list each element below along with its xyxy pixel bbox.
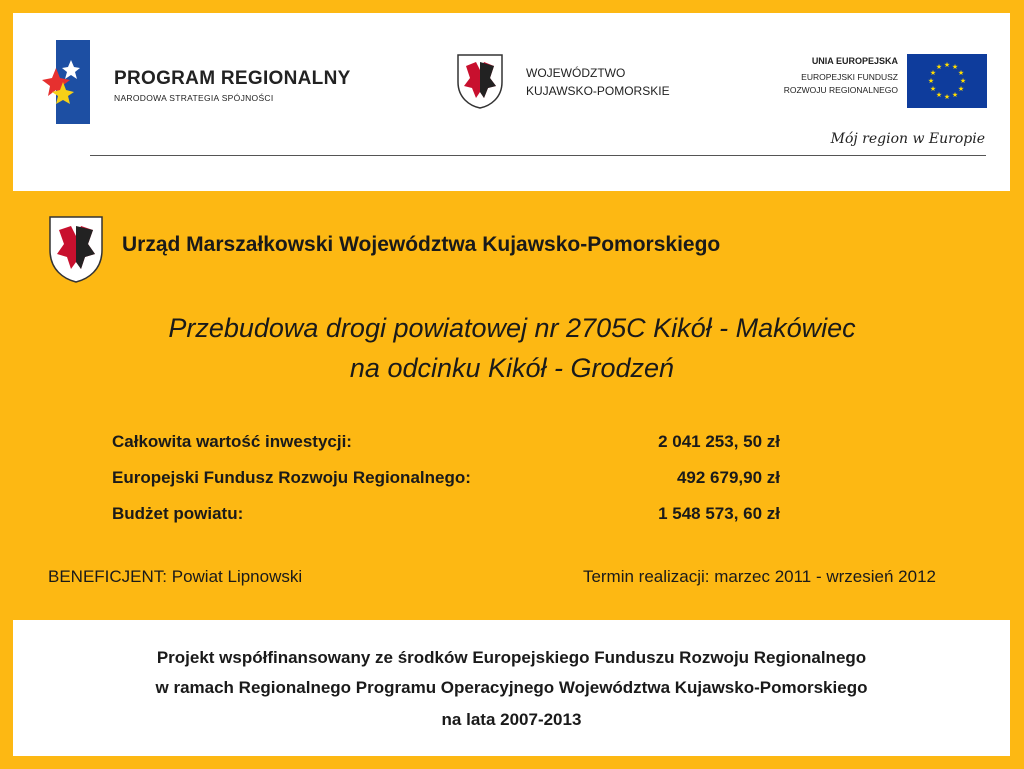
footer-line2: w ramach Regionalnego Programu Operacyjnego Województwa Kujawsko-Pomorskiego bbox=[155, 678, 868, 697]
svg-text:★: ★ bbox=[959, 77, 967, 85]
office-title: Urząd Marszałkowski Województwa Kujawsko-Pomorskiego bbox=[122, 233, 721, 256]
eu-line1: EUROPEJSKI FUNDUSZ bbox=[801, 72, 898, 82]
svg-text:★: ★ bbox=[943, 61, 951, 69]
svg-text:★: ★ bbox=[929, 69, 937, 77]
svg-text:★: ★ bbox=[957, 69, 965, 77]
divider-line bbox=[90, 155, 986, 156]
svg-text:★: ★ bbox=[927, 77, 935, 85]
program-subtitle: NARODOWA STRATEGIA SPÓJNOŚCI bbox=[114, 93, 274, 103]
wojewodztwo-line1: WOJEWÓDZTWO bbox=[526, 66, 626, 80]
program-title: PROGRAM REGIONALNY bbox=[114, 68, 351, 89]
coat-of-arms-icon bbox=[454, 52, 506, 110]
project-title-line1: Przebudowa drogi powiatowej nr 2705C Kikół - Makówiec bbox=[168, 313, 856, 343]
svg-text:★: ★ bbox=[951, 63, 959, 71]
eu-line2: ROZWOJU REGIONALNEGO bbox=[783, 85, 898, 95]
project-title-line2: na odcinku Kikół - Grodzeń bbox=[349, 353, 675, 383]
schedule-text: Termin realizacji: marzec 2011 - wrzesień 2012 bbox=[582, 567, 936, 586]
svg-text:★: ★ bbox=[957, 85, 965, 93]
cost-value: 2 041 253, 50 zł bbox=[658, 432, 780, 451]
svg-text:★: ★ bbox=[935, 63, 943, 71]
beneficiary-text: BENEFICJENT: Powiat Lipnowski bbox=[48, 567, 303, 586]
slogan: Mój region w Europie bbox=[830, 131, 985, 147]
program-regionalny-logo-icon bbox=[38, 38, 94, 126]
cost-label: Całkowita wartość inwestycji: bbox=[112, 432, 352, 451]
cost-value: 1 548 573, 60 zł bbox=[658, 504, 780, 523]
svg-text:★: ★ bbox=[943, 93, 951, 101]
svg-text:★: ★ bbox=[935, 91, 943, 99]
wojewodztwo-line2: KUJAWSKO-POMORSKIE bbox=[526, 84, 670, 98]
eu-title: UNIA EUROPEJSKA bbox=[811, 56, 898, 66]
svg-text:★: ★ bbox=[929, 85, 937, 93]
cost-label: Europejski Fundusz Rozwoju Regionalnego: bbox=[112, 468, 471, 487]
footer-line3: na lata 2007-2013 bbox=[441, 710, 582, 729]
footer-line1: Projekt współfinansowany ze środków Europejskiego Funduszu Rozwoju Regionalnego bbox=[156, 648, 867, 667]
svg-text:★: ★ bbox=[951, 91, 959, 99]
eu-flag-icon bbox=[907, 54, 987, 108]
cost-label: Budżet powiatu: bbox=[112, 504, 244, 523]
cost-value: 492 679,90 zł bbox=[676, 468, 780, 487]
office-coat-of-arms-icon bbox=[46, 214, 106, 284]
